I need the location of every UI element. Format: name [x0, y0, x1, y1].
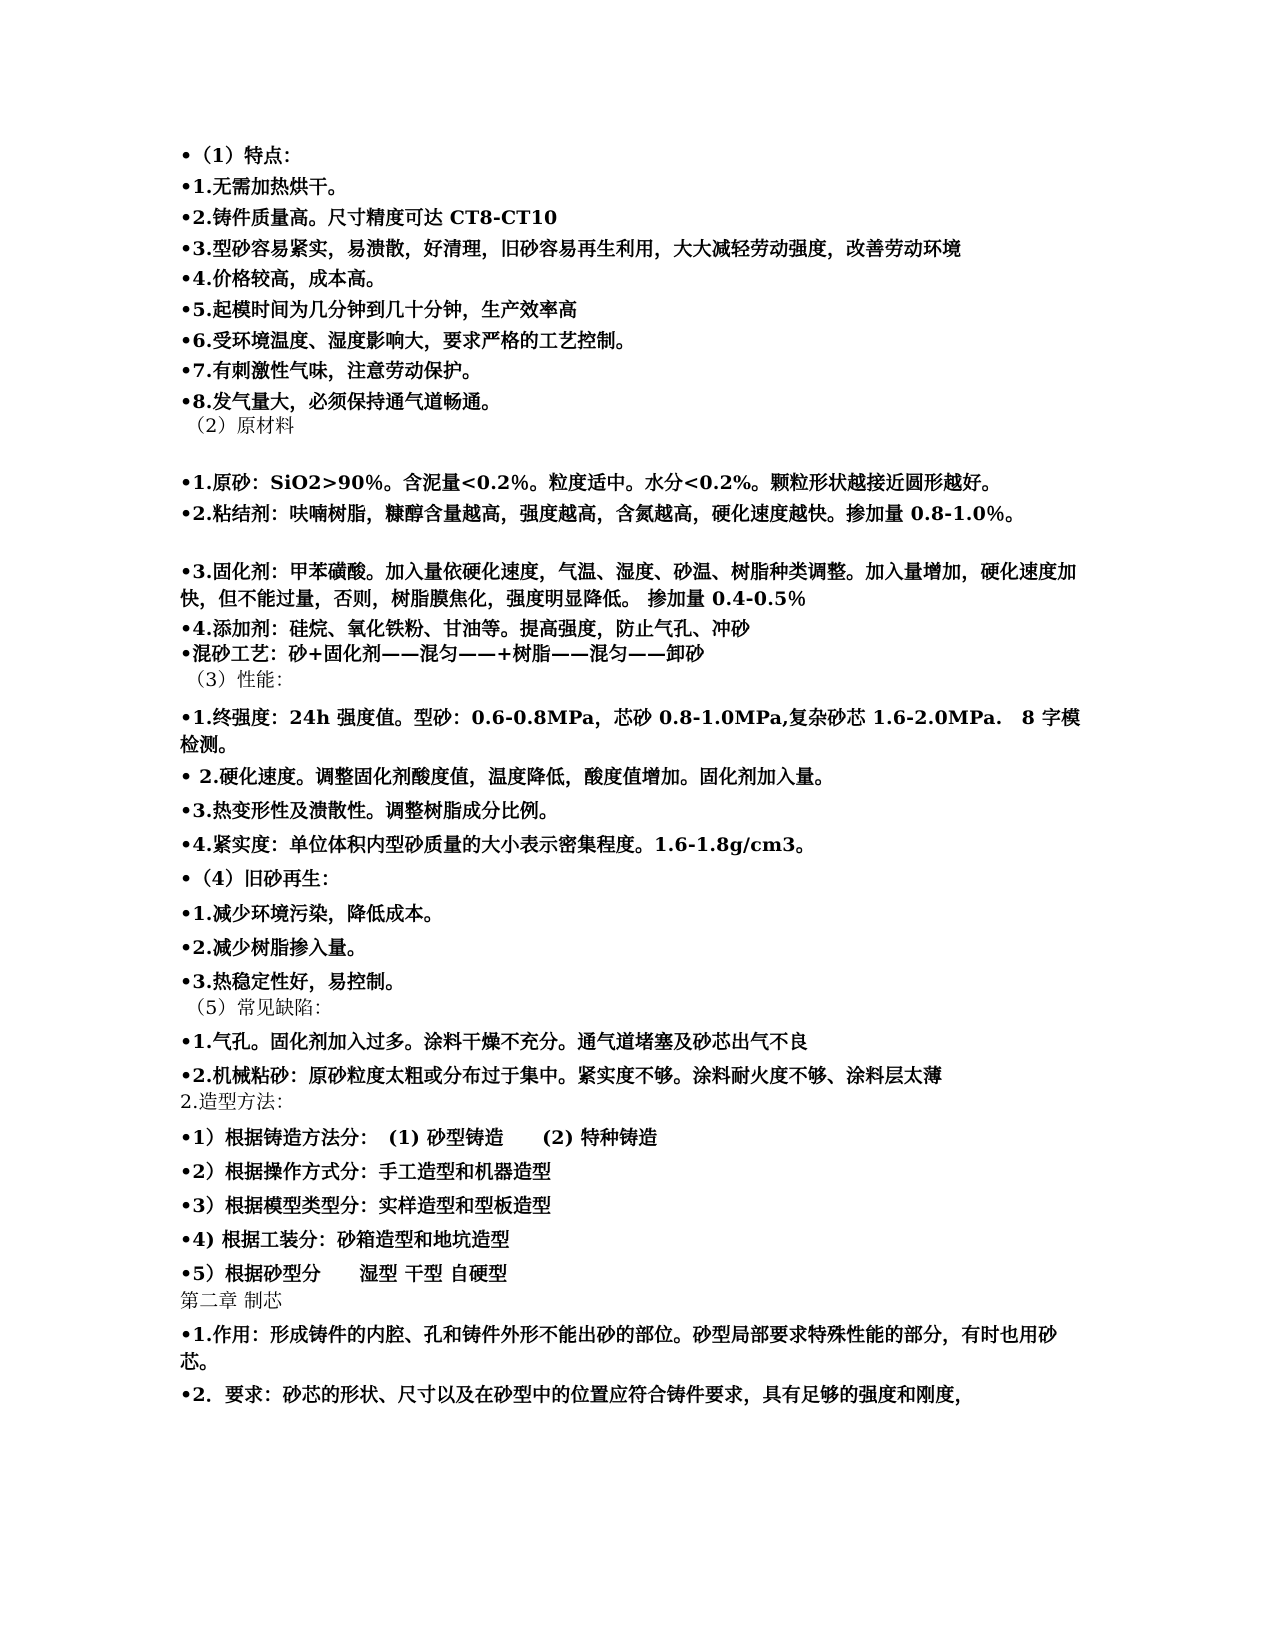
feature-item-7: •7.有刺激性气味，注意劳动保护。: [180, 360, 482, 382]
defect-item-1: •1.气孔。固化剂加入过多。涂料干燥不充分。通气道堵塞及砂芯出气不良: [180, 1031, 808, 1053]
feature-item-1: •1.无需加热烘干。: [180, 176, 347, 198]
molding-method-5: •5）根据砂型分 湿型 干型 自硬型: [180, 1263, 508, 1285]
material-item-4: •4.添加剂：硅烷、氧化铁粉、甘油等。提高强度，防止气孔、冲砂: [180, 618, 751, 640]
core-requirement: •2．要求：砂芯的形状、尺寸以及在砂型中的位置应符合铸件要求，具有足够的强度和刚度，: [180, 1384, 974, 1406]
feature-item-6: •6.受环境温度、湿度影响大，要求严格的工艺控制。: [180, 330, 635, 352]
defect-item-2: •2.机械粘砂：原砂粒度太粗或分布过于集中。紧实度不够。涂料耐火度不够、涂料层太薄: [180, 1065, 943, 1087]
molding-method-1: •1）根据铸造方法分： (1) 砂型铸造 (2) 特种铸造: [180, 1127, 658, 1149]
feature-item-4: •4.价格较高，成本高。: [180, 268, 386, 290]
chapter-title: 第二章 制芯: [180, 1290, 283, 1312]
molding-method-3: •3）根据模型类型分：实样造型和型板造型: [180, 1195, 552, 1217]
section-heading-reclamation: •（4）旧砂再生：: [180, 868, 341, 890]
section-heading-materials: （2）原材料: [186, 415, 295, 437]
feature-item-3: •3.型砂容易紧实，易溃散，好清理，旧砂容易再生利用，大大减轻劳动强度，改善劳动环境: [180, 238, 962, 260]
feature-item-2: •2.铸件质量高。尺寸精度可达 CT8-CT10: [180, 207, 558, 229]
material-item-3: •3.固化剂：甲苯磺酸。加入量依硬化速度，气温、湿度、砂温、树脂种类调整。加入量增加，硬化速度加快，但不能过量，否则，树脂膜焦化，强度明显降低。 掺加量 0.4-0.5％: [180, 561, 1077, 610]
mixing-process: •混砂工艺：砂+固化剂——混匀——+树脂——混匀——卸砂: [180, 643, 705, 665]
molding-method-4: •4) 根据工装分：砂箱造型和地坑造型: [180, 1229, 510, 1251]
reclamation-item-3: •3.热稳定性好，易控制。: [180, 971, 405, 993]
core-function: •1.作用：形成铸件的内腔、孔和铸件外形不能出砂的部位。砂型局部要求特殊性能的部分，有时也用砂芯。: [180, 1324, 1058, 1373]
property-item-1: •1.终强度：24h 强度值。型砂：0.6-0.8MPa，芯砂 0.8-1.0MPa,复杂砂芯 1.6-2.0MPa. 8 字模检测。: [180, 707, 1081, 756]
section-heading-defects: （5）常见缺陷：: [186, 997, 333, 1019]
reclamation-item-2: •2.减少树脂掺入量。: [180, 937, 367, 959]
property-item-2: • 2.硬化速度。调整固化剂酸度值，温度降低，酸度值增加。固化剂加入量。: [180, 766, 834, 788]
property-item-3: •3.热变形性及溃散性。调整树脂成分比例。: [180, 800, 559, 822]
property-item-4: •4.紧实度：单位体积内型砂质量的大小表示密集程度。1.6-1.8g/cm3。: [180, 834, 815, 856]
section-heading-molding-methods: 2.造型方法：: [180, 1091, 295, 1113]
feature-item-5: •5.起模时间为几分钟到几十分钟，生产效率高: [180, 299, 578, 321]
material-item-2: •2.粘结剂：呋喃树脂，糠醇含量越高，强度越高，含氮越高，硬化速度越快。掺加量 0.8-1.0％。: [180, 503, 1025, 525]
molding-method-2: •2）根据操作方式分：手工造型和机器造型: [180, 1161, 552, 1183]
section-heading-properties: （3）性能：: [186, 669, 295, 691]
section-heading-features: •（1）特点：: [180, 145, 302, 167]
material-item-1: •1.原砂：SiO2>90％。含泥量<0.2％。粒度适中。水分<0.2%。颗粒形状越接近圆形越好。: [180, 472, 1001, 494]
feature-item-8: •8.发气量大，必须保持通气道畅通。: [180, 391, 501, 413]
reclamation-item-1: •1.减少环境污染，降低成本。: [180, 903, 443, 925]
